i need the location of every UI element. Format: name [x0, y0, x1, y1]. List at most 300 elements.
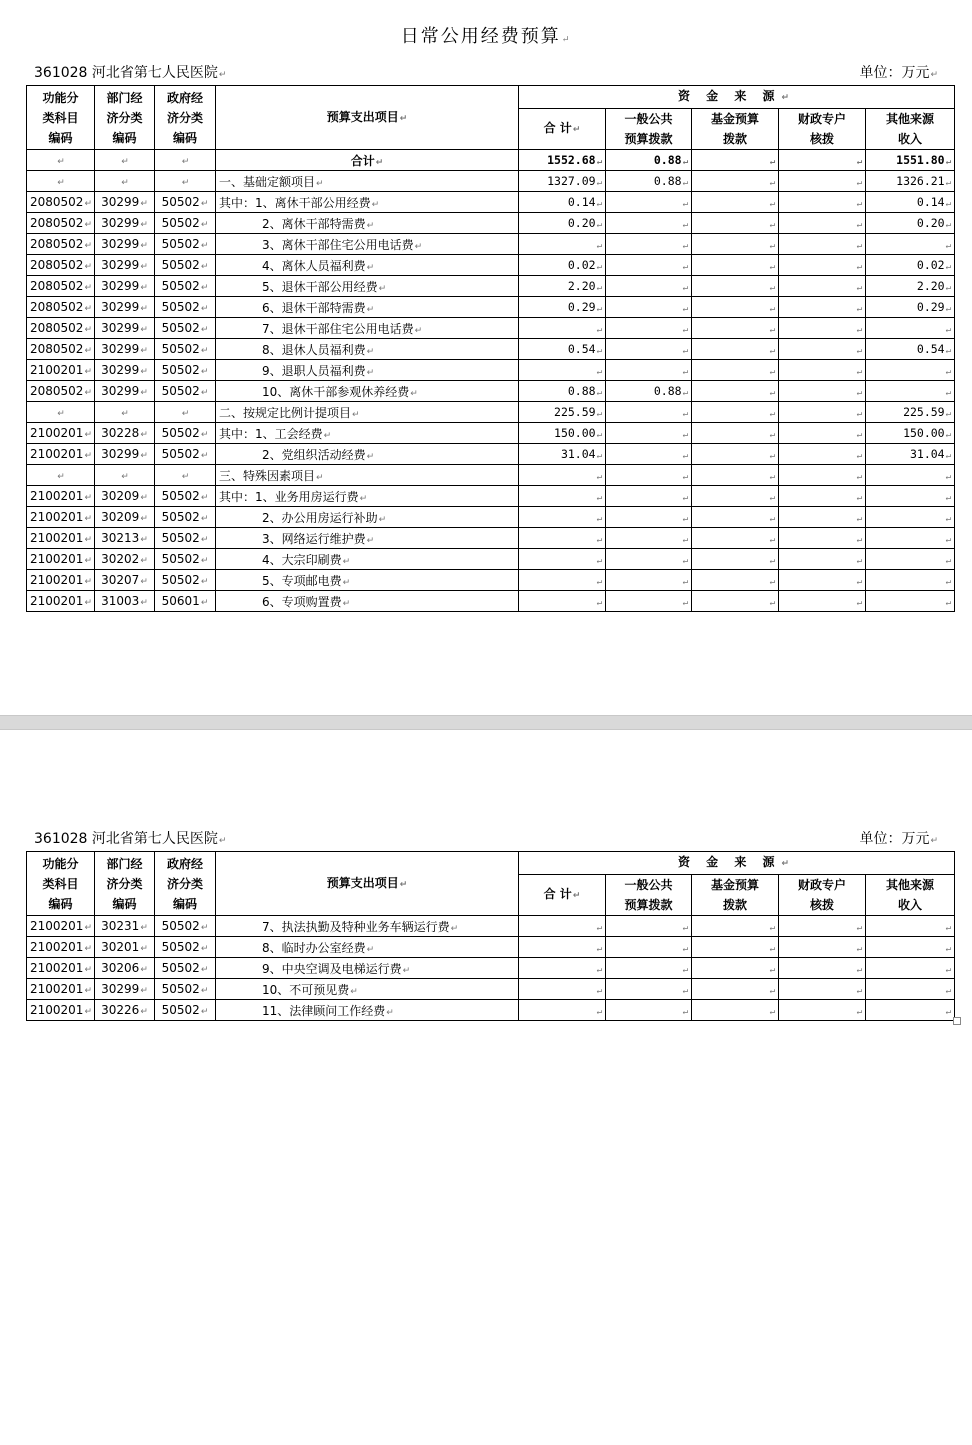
cell-gov-code: 50502↵ [155, 916, 216, 937]
cell-other: 0.54↵ [866, 339, 955, 360]
cell-total: 0.29↵ [519, 297, 606, 318]
table-row [27, 958, 955, 979]
cell-fund: ↵ [692, 528, 779, 549]
table-row [27, 1000, 955, 1021]
cell-total: ↵ [519, 958, 606, 979]
cell-fiscal: ↵ [779, 979, 866, 1000]
header-total: 合 计↵ [519, 875, 606, 916]
cell-dept-code: 30299↵ [95, 213, 155, 234]
cell-general: ↵ [606, 192, 692, 213]
cell-total: ↵ [519, 1000, 606, 1021]
cell-fund: ↵ [692, 937, 779, 958]
cell-fund: ↵ [692, 234, 779, 255]
cell-total: 0.14↵ [519, 192, 606, 213]
cell-other: 0.20↵ [866, 213, 955, 234]
cell-other: 31.04↵ [866, 444, 955, 465]
table-row [27, 570, 955, 591]
cell-other: ↵ [866, 507, 955, 528]
header-gov-code: 政府经 济分类 编码 [155, 86, 216, 150]
cell-dept-code: 30299↵ [95, 339, 155, 360]
cell-general: ↵ [606, 486, 692, 507]
cell-total: 31.04↵ [519, 444, 606, 465]
cell-func-code: ↵ [27, 171, 95, 192]
cell-func-code: 2080502↵ [27, 381, 95, 402]
cell-dept-code: 30226↵ [95, 1000, 155, 1021]
cell-other: 2.20↵ [866, 276, 955, 297]
table-header [27, 86, 955, 150]
cell-dept-code: 30206↵ [95, 958, 155, 979]
cell-general: ↵ [606, 318, 692, 339]
cell-fiscal: ↵ [779, 297, 866, 318]
header-fiscal: 财政专户 核拨 [779, 109, 866, 150]
cell-fund: ↵ [692, 444, 779, 465]
cell-item: 11、法律顾问工作经费↵ [216, 1000, 519, 1021]
cell-fund: ↵ [692, 958, 779, 979]
header-general: 一般公共 预算拨款 [606, 875, 692, 916]
cell-other: ↵ [866, 937, 955, 958]
cell-general: ↵ [606, 276, 692, 297]
cell-other: ↵ [866, 979, 955, 1000]
header-fund-source: 资 金 来 源↵ [519, 86, 955, 109]
cell-other: 0.29↵ [866, 297, 955, 318]
cell-total: ↵ [519, 528, 606, 549]
cell-fund: ↵ [692, 360, 779, 381]
cell-other: ↵ [866, 486, 955, 507]
cell-fund: ↵ [692, 465, 779, 486]
cell-fiscal: ↵ [779, 465, 866, 486]
cell-general: ↵ [606, 528, 692, 549]
cell-dept-code: 30299↵ [95, 360, 155, 381]
cell-other: ↵ [866, 958, 955, 979]
cell-general: ↵ [606, 979, 692, 1000]
cell-fund: ↵ [692, 297, 779, 318]
budget-table-continued [26, 851, 955, 1021]
cell-fund: ↵ [692, 213, 779, 234]
cell-fund: ↵ [692, 423, 779, 444]
cell-gov-code: 50502↵ [155, 1000, 216, 1021]
cell-func-code: 2100201↵ [27, 937, 95, 958]
cell-total: 1552.68↵ [519, 150, 606, 171]
cell-fund: ↵ [692, 255, 779, 276]
header-dept-code: 部门经 济分类 编码 [95, 86, 155, 150]
cell-fiscal: ↵ [779, 570, 866, 591]
table-row [27, 979, 955, 1000]
cell-fund: ↵ [692, 591, 779, 612]
cell-item: 8、退休人员福利费↵ [216, 339, 519, 360]
cell-gov-code: 50502↵ [155, 423, 216, 444]
cell-dept-code: ↵ [95, 465, 155, 486]
cell-fund: ↵ [692, 916, 779, 937]
cell-item: 3、网络运行维护费↵ [216, 528, 519, 549]
table-row [27, 444, 955, 465]
table-row [27, 916, 955, 937]
document-page-1 [0, 0, 972, 715]
cell-func-code: 2100201↵ [27, 1000, 95, 1021]
cell-dept-code: 30299↵ [95, 979, 155, 1000]
cell-fiscal: ↵ [779, 423, 866, 444]
cell-other: ↵ [866, 381, 955, 402]
cell-func-code: 2100201↵ [27, 549, 95, 570]
cell-general: 0.88↵ [606, 150, 692, 171]
cell-dept-code: 30209↵ [95, 507, 155, 528]
table-row [27, 297, 955, 318]
header-gov-code: 政府经 济分类 编码 [155, 852, 216, 916]
cell-total: ↵ [519, 318, 606, 339]
cell-gov-code: 50502↵ [155, 937, 216, 958]
cell-total: 150.00↵ [519, 423, 606, 444]
cell-dept-code: 30299↵ [95, 381, 155, 402]
header-dept-code: 部门经 济分类 编码 [95, 852, 155, 916]
cell-func-code: 2080502↵ [27, 255, 95, 276]
cell-fund: ↵ [692, 1000, 779, 1021]
cell-fund: ↵ [692, 318, 779, 339]
cell-general: 0.88↵ [606, 171, 692, 192]
header-fund: 基金预算 拨款 [692, 875, 779, 916]
table-row [27, 213, 955, 234]
cell-other: ↵ [866, 465, 955, 486]
cell-general: ↵ [606, 1000, 692, 1021]
cell-general: ↵ [606, 570, 692, 591]
cell-general: 0.88↵ [606, 381, 692, 402]
cell-fiscal: ↵ [779, 591, 866, 612]
cell-item: 9、退职人员福利费↵ [216, 360, 519, 381]
cell-fiscal: ↵ [779, 213, 866, 234]
cell-fiscal: ↵ [779, 360, 866, 381]
cell-fiscal: ↵ [779, 234, 866, 255]
cell-general: ↵ [606, 444, 692, 465]
cell-dept-code: 30228↵ [95, 423, 155, 444]
cell-gov-code: 50502↵ [155, 360, 216, 381]
cell-gov-code: 50502↵ [155, 507, 216, 528]
cell-func-code: 2100201↵ [27, 486, 95, 507]
cell-total: ↵ [519, 937, 606, 958]
cell-fiscal: ↵ [779, 381, 866, 402]
table-row [27, 318, 955, 339]
cell-gov-code: 50502↵ [155, 318, 216, 339]
table-row [27, 381, 955, 402]
meta-line [34, 828, 938, 846]
cell-item: 2、党组织活动经费↵ [216, 444, 519, 465]
cell-func-code: 2100201↵ [27, 916, 95, 937]
document-page-2 [0, 730, 972, 1445]
cell-fund: ↵ [692, 979, 779, 1000]
cell-item: 10、不可预见费↵ [216, 979, 519, 1000]
cell-item: 6、退休干部特需费↵ [216, 297, 519, 318]
cell-item: 8、临时办公室经费↵ [216, 937, 519, 958]
cell-total: ↵ [519, 549, 606, 570]
cell-fund: ↵ [692, 381, 779, 402]
table-row [27, 276, 955, 297]
cell-gov-code: 50502↵ [155, 549, 216, 570]
cell-fund: ↵ [692, 549, 779, 570]
cell-gov-code: 50502↵ [155, 297, 216, 318]
cell-fiscal: ↵ [779, 150, 866, 171]
cell-func-code: 2100201↵ [27, 591, 95, 612]
cell-total: ↵ [519, 570, 606, 591]
cell-dept-code: 30299↵ [95, 444, 155, 465]
cell-func-code: 2100201↵ [27, 570, 95, 591]
header-func-code: 功能分 类科目 编码 [27, 86, 95, 150]
cell-total: ↵ [519, 979, 606, 1000]
cell-fund: ↵ [692, 171, 779, 192]
cell-gov-code: 50502↵ [155, 958, 216, 979]
table-row [27, 507, 955, 528]
cell-other: ↵ [866, 591, 955, 612]
cell-item: 2、离休干部特需费↵ [216, 213, 519, 234]
cell-func-code: 2100201↵ [27, 507, 95, 528]
cell-general: ↵ [606, 549, 692, 570]
cell-total: 0.54↵ [519, 339, 606, 360]
cell-general: ↵ [606, 339, 692, 360]
budget-table [26, 85, 955, 612]
cell-fiscal: ↵ [779, 549, 866, 570]
cell-gov-code: 50502↵ [155, 570, 216, 591]
cell-fiscal: ↵ [779, 402, 866, 423]
header-total: 合 计↵ [519, 109, 606, 150]
cell-other: 1551.80↵ [866, 150, 955, 171]
cell-dept-code: 30209↵ [95, 486, 155, 507]
cell-other: 150.00↵ [866, 423, 955, 444]
cell-total: ↵ [519, 507, 606, 528]
cell-fund: ↵ [692, 570, 779, 591]
table-row [27, 528, 955, 549]
table-row [27, 937, 955, 958]
cell-func-code: ↵ [27, 150, 95, 171]
cell-general: ↵ [606, 360, 692, 381]
cell-fiscal: ↵ [779, 958, 866, 979]
cell-func-code: 2100201↵ [27, 979, 95, 1000]
cell-func-code: 2100201↵ [27, 423, 95, 444]
cell-general: ↵ [606, 213, 692, 234]
cell-func-code: 2080502↵ [27, 213, 95, 234]
cell-gov-code: 50502↵ [155, 444, 216, 465]
unit-label: 单位：万元↵ [859, 831, 938, 847]
cell-gov-code: 50601↵ [155, 591, 216, 612]
cell-func-code: 2100201↵ [27, 528, 95, 549]
cell-other: ↵ [866, 570, 955, 591]
organization-name: 361028 河北省第七人民医院↵ [34, 65, 227, 81]
cell-item: 7、执法执勤及特种业务车辆运行费↵ [216, 916, 519, 937]
cell-fund: ↵ [692, 402, 779, 423]
cell-func-code: 2080502↵ [27, 339, 95, 360]
cell-item: 10、离休干部参观休养经费↵ [216, 381, 519, 402]
table-body [27, 150, 955, 612]
cell-fiscal: ↵ [779, 486, 866, 507]
cell-general: ↵ [606, 916, 692, 937]
cell-fiscal: ↵ [779, 507, 866, 528]
cell-general: ↵ [606, 937, 692, 958]
cell-fiscal: ↵ [779, 171, 866, 192]
cell-dept-code: ↵ [95, 402, 155, 423]
cell-item: 4、离休人员福利费↵ [216, 255, 519, 276]
table-row [27, 423, 955, 444]
cell-total: ↵ [519, 465, 606, 486]
table-row [27, 360, 955, 381]
unit-label: 单位：万元↵ [859, 65, 938, 81]
cell-fiscal: ↵ [779, 444, 866, 465]
cell-total: 225.59↵ [519, 402, 606, 423]
header-fiscal: 财政专户 核拨 [779, 875, 866, 916]
cell-dept-code: 30299↵ [95, 297, 155, 318]
cell-dept-code: 30213↵ [95, 528, 155, 549]
cell-gov-code: 50502↵ [155, 213, 216, 234]
cell-dept-code: 30299↵ [95, 318, 155, 339]
cell-fund: ↵ [692, 276, 779, 297]
cell-fiscal: ↵ [779, 937, 866, 958]
cell-item: 三、特殊因素项目↵ [216, 465, 519, 486]
cell-item: 一、基础定额项目↵ [216, 171, 519, 192]
cell-func-code: 2080502↵ [27, 192, 95, 213]
cell-general: ↵ [606, 423, 692, 444]
cell-other: 0.02↵ [866, 255, 955, 276]
cell-dept-code: 31003↵ [95, 591, 155, 612]
cell-func-code: 2080502↵ [27, 318, 95, 339]
cell-item: 9、中央空调及电梯运行费↵ [216, 958, 519, 979]
table-row [27, 192, 955, 213]
cell-total: 0.20↵ [519, 213, 606, 234]
table-row [27, 234, 955, 255]
cell-other: ↵ [866, 528, 955, 549]
table-row [27, 402, 955, 423]
cell-total: 0.02↵ [519, 255, 606, 276]
cell-general: ↵ [606, 591, 692, 612]
cell-func-code: 2080502↵ [27, 234, 95, 255]
document-title: 日常公用经费预算↵ [400, 26, 572, 47]
cell-general: ↵ [606, 402, 692, 423]
cell-fund: ↵ [692, 486, 779, 507]
cell-other: 1326.21↵ [866, 171, 955, 192]
cell-func-code: 2100201↵ [27, 444, 95, 465]
cell-gov-code: ↵ [155, 150, 216, 171]
cell-total: 2.20↵ [519, 276, 606, 297]
cell-func-code: ↵ [27, 402, 95, 423]
header-item: 预算支出项目↵ [216, 86, 519, 150]
cell-dept-code: ↵ [95, 171, 155, 192]
cell-func-code: 2080502↵ [27, 297, 95, 318]
cell-total: ↵ [519, 234, 606, 255]
cell-dept-code: 30299↵ [95, 192, 155, 213]
cell-item: 7、退休干部住宅公用电话费↵ [216, 318, 519, 339]
cell-other: ↵ [866, 549, 955, 570]
cell-other: ↵ [866, 234, 955, 255]
cell-func-code: 2100201↵ [27, 958, 95, 979]
cell-gov-code: ↵ [155, 171, 216, 192]
cell-gov-code: ↵ [155, 465, 216, 486]
cell-gov-code: 50502↵ [155, 486, 216, 507]
cell-other: ↵ [866, 360, 955, 381]
cell-fiscal: ↵ [779, 276, 866, 297]
cell-total: ↵ [519, 591, 606, 612]
cell-fiscal: ↵ [779, 318, 866, 339]
table-row [27, 486, 955, 507]
cell-gov-code: 50502↵ [155, 979, 216, 1000]
cell-total: ↵ [519, 486, 606, 507]
cell-general: ↵ [606, 507, 692, 528]
cell-gov-code: 50502↵ [155, 381, 216, 402]
table-row [27, 591, 955, 612]
cell-func-code: 2100201↵ [27, 360, 95, 381]
cell-gov-code: 50502↵ [155, 192, 216, 213]
table-row [27, 255, 955, 276]
table-row [27, 150, 955, 171]
cell-dept-code: 30299↵ [95, 276, 155, 297]
cell-general: ↵ [606, 958, 692, 979]
organization-name: 361028 河北省第七人民医院↵ [34, 831, 227, 847]
table-end-marker [953, 1017, 961, 1025]
cell-fiscal: ↵ [779, 255, 866, 276]
header-other: 其他来源 收入 [866, 109, 955, 150]
cell-gov-code: 50502↵ [155, 339, 216, 360]
cell-dept-code: 30231↵ [95, 916, 155, 937]
cell-fiscal: ↵ [779, 192, 866, 213]
cell-general: ↵ [606, 234, 692, 255]
header-item: 预算支出项目↵ [216, 852, 519, 916]
cell-general: ↵ [606, 465, 692, 486]
cell-other: ↵ [866, 1000, 955, 1021]
cell-fiscal: ↵ [779, 916, 866, 937]
cell-item: 其中：1、工会经费↵ [216, 423, 519, 444]
cell-gov-code: 50502↵ [155, 528, 216, 549]
cell-fund: ↵ [692, 507, 779, 528]
cell-fund: ↵ [692, 150, 779, 171]
cell-item: 其中：1、业务用房运行费↵ [216, 486, 519, 507]
table-row [27, 339, 955, 360]
cell-item: 二、按规定比例计提项目↵ [216, 402, 519, 423]
cell-func-code: 2080502↵ [27, 276, 95, 297]
cell-total: ↵ [519, 360, 606, 381]
cell-dept-code: 30299↵ [95, 234, 155, 255]
table-row [27, 549, 955, 570]
header-general: 一般公共 预算拨款 [606, 109, 692, 150]
cell-general: ↵ [606, 255, 692, 276]
cell-dept-code: ↵ [95, 150, 155, 171]
cell-general: ↵ [606, 297, 692, 318]
cell-fiscal: ↵ [779, 339, 866, 360]
cell-item: 3、离休干部住宅公用电话费↵ [216, 234, 519, 255]
cell-fiscal: ↵ [779, 1000, 866, 1021]
cell-gov-code: 50502↵ [155, 255, 216, 276]
cell-fund: ↵ [692, 192, 779, 213]
cell-other: 225.59↵ [866, 402, 955, 423]
cell-fiscal: ↵ [779, 528, 866, 549]
cell-dept-code: 30201↵ [95, 937, 155, 958]
cell-func-code: ↵ [27, 465, 95, 486]
header-func-code: 功能分 类科目 编码 [27, 852, 95, 916]
table-body [27, 916, 955, 1021]
table-header [27, 852, 955, 916]
cell-total: 1327.09↵ [519, 171, 606, 192]
cell-fund: ↵ [692, 339, 779, 360]
table-row [27, 171, 955, 192]
cell-total: ↵ [519, 916, 606, 937]
cell-item: 5、退休干部公用经费↵ [216, 276, 519, 297]
cell-item: 合计↵ [216, 150, 519, 171]
cell-other: ↵ [866, 916, 955, 937]
cell-item: 其中：1、离休干部公用经费↵ [216, 192, 519, 213]
cell-dept-code: 30299↵ [95, 255, 155, 276]
cell-dept-code: 30207↵ [95, 570, 155, 591]
cell-other: ↵ [866, 318, 955, 339]
cell-gov-code: ↵ [155, 402, 216, 423]
cell-gov-code: 50502↵ [155, 234, 216, 255]
cell-item: 5、专项邮电费↵ [216, 570, 519, 591]
cell-item: 6、专项购置费↵ [216, 591, 519, 612]
cell-item: 2、办公用房运行补助↵ [216, 507, 519, 528]
cell-other: 0.14↵ [866, 192, 955, 213]
header-fund: 基金预算 拨款 [692, 109, 779, 150]
page-break [0, 715, 972, 730]
cell-gov-code: 50502↵ [155, 276, 216, 297]
